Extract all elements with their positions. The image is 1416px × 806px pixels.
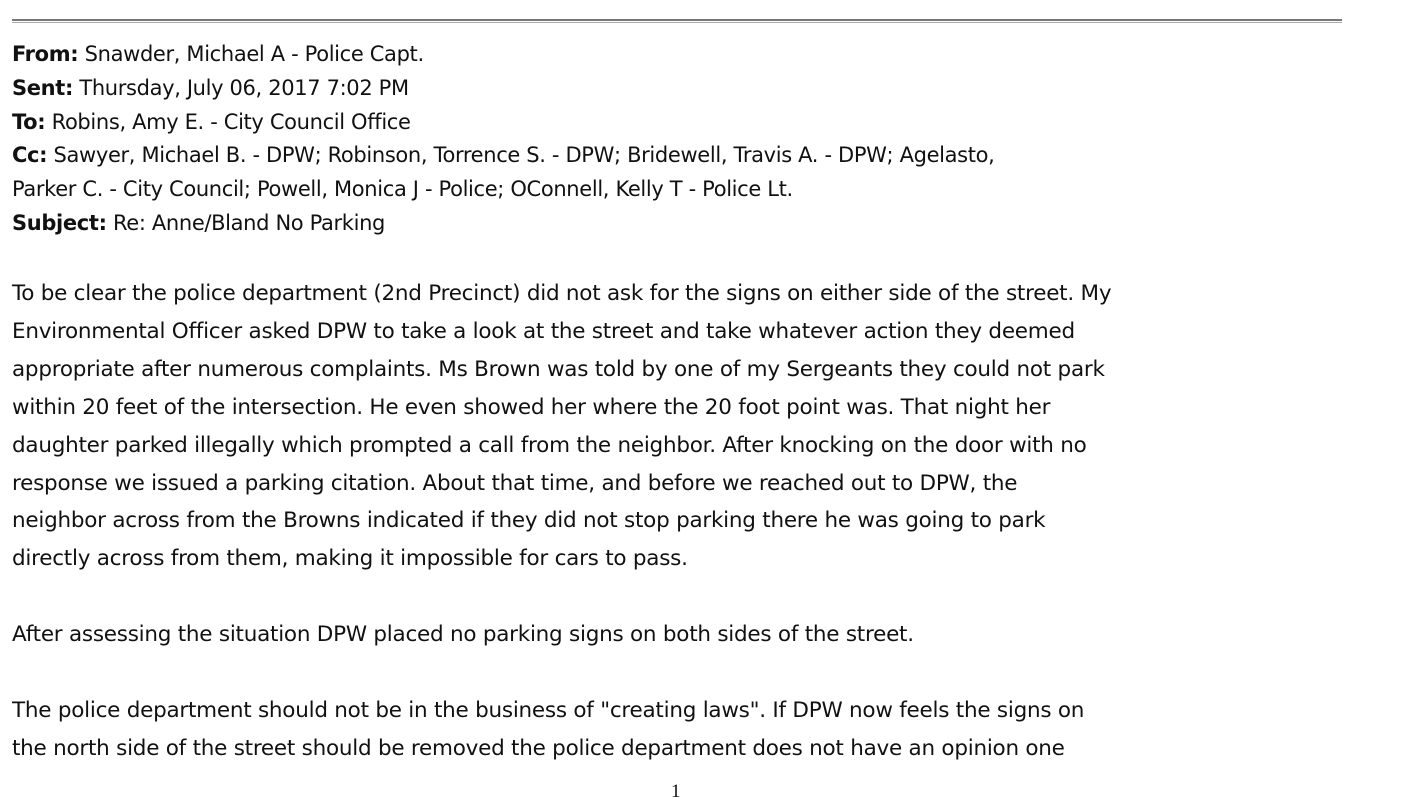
body-line: Environmental Officer asked DPW to take a look at the street and take whatever action they deemed xyxy=(12,318,1075,344)
cc-line-continued xyxy=(12,173,1342,207)
sent-line xyxy=(12,72,1342,106)
subject-line xyxy=(12,207,1342,241)
body-line: response we issued a parking citation. About that time, and before we reached out to DPW, the xyxy=(12,470,1018,496)
subject-value: Re: Anne/Bland No Parking xyxy=(112,210,386,235)
sent-label: Sent: xyxy=(12,75,74,100)
body-line: directly across from them, making it impossible for cars to pass. xyxy=(12,546,688,572)
to-line xyxy=(12,106,1342,140)
email-body xyxy=(12,275,1342,806)
cc-line xyxy=(12,139,1342,173)
body-line: To be clear the police department (2nd Precinct) did not ask for the signs on either side of the street. My xyxy=(12,281,1112,306)
cc-label: Cc: xyxy=(12,143,48,168)
body-line: appropriate after numerous complaints. Ms Brown was told by one of my Sergeants they could not park xyxy=(12,356,1105,382)
to-value: Robins, Amy E. - City Council Office xyxy=(51,109,411,134)
from-line xyxy=(12,38,1342,72)
header-divider xyxy=(12,19,1342,21)
subject-label: Subject: xyxy=(12,210,107,235)
to-label: To: xyxy=(12,109,46,134)
body-line: The police department should not be in the business of "creating laws". If DPW now feels the signs on xyxy=(12,697,1085,723)
body-paragraph xyxy=(12,692,1342,768)
body-line: within 20 feet of the intersection. He even showed her where the 20 foot point was. That night her xyxy=(12,394,1051,420)
from-label: From: xyxy=(12,42,79,66)
body-line: the north side of the street should be removed the police department does not have an opinion one xyxy=(12,735,1065,761)
header-divider-secondary xyxy=(12,22,1342,23)
body-line: daughter parked illegally which prompted a call from the neighbor. After knocking on the door with no xyxy=(12,432,1087,458)
cc-value-line-2: Parker C. - City Council; Powell, Monica J - Police; OConnell, Kelly T - Police Lt. xyxy=(12,177,793,202)
body-paragraph xyxy=(12,616,1342,654)
body-line: neighbor across from the Browns indicated if they did not stop parking there he was going to park xyxy=(12,508,1046,534)
email-header xyxy=(12,38,1342,241)
from-value: Snawder, Michael A - Police Capt. xyxy=(84,42,424,66)
cc-value-line-1: Sawyer, Michael B. - DPW; Robinson, Torrence S. - DPW; Bridewell, Travis A. - DPW; Agelasto, xyxy=(53,143,995,168)
body-paragraph xyxy=(12,275,1342,578)
page-number: 1 xyxy=(671,781,681,802)
body-line: After assessing the situation DPW placed no parking signs on both sides of the street. xyxy=(12,622,914,648)
sent-value: Thursday, July 06, 2017 7:02 PM xyxy=(79,75,409,100)
